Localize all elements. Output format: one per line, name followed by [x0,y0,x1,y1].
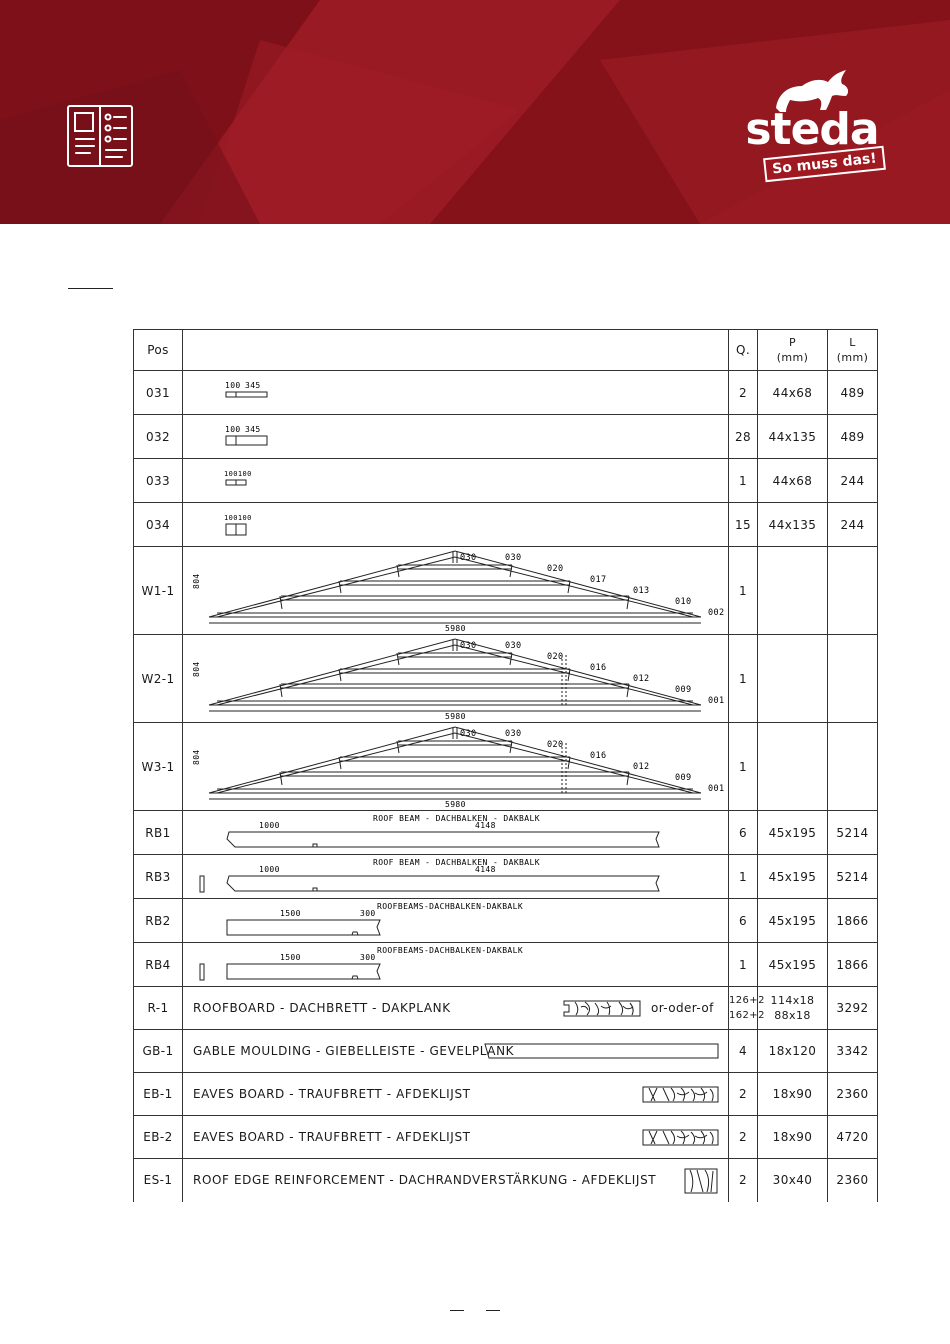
row-length: 489 [828,415,878,459]
row-qty: 6 [729,899,758,943]
row-length: 4720 [828,1116,878,1159]
row-qty: 1 [729,635,758,723]
row-profile: 45x195 [758,899,828,943]
dim-label: 100 [225,381,241,390]
qty-line: 126+2 [729,995,765,1006]
beam-drawing [183,811,729,854]
dim-label: 100100 [224,470,252,478]
row-drawing [183,547,729,635]
row-profile: 45x195 [758,811,828,855]
truss-height-label: 804 [192,573,201,589]
member-label: 001 [708,784,725,794]
row-drawing [183,899,729,943]
truss-drawing [183,547,729,634]
page-marker [486,1310,500,1311]
row-pos: RB2 [134,899,183,943]
table-row [134,459,878,503]
page-marker [450,1310,464,1311]
row-drawing [183,459,729,503]
member-label: 012 [633,762,650,772]
row-pos: 031 [134,371,183,415]
alternative-note: or-oder-of [651,1001,714,1015]
row-length: 489 [828,371,878,415]
truss-width-label: 5980 [445,800,466,809]
row-pos: W2-1 [134,635,183,723]
dim-label: 300 [360,953,376,962]
member-label: 002 [708,608,725,618]
moulding-drawing [183,1030,729,1073]
row-profile: 45x195 [758,855,828,899]
table-row [134,1116,878,1159]
row-profile: 44x68 [758,371,828,415]
row-qty: 28 [729,415,758,459]
row-qty: 4 [729,1030,758,1073]
row-profile: 44x135 [758,415,828,459]
row-drawing [183,371,729,415]
row-pos: RB3 [134,855,183,899]
board-profile-icon [183,1116,729,1159]
profile-line: 88x18 [774,1009,811,1022]
member-label: 030 [505,641,522,651]
row-pos: EB-2 [134,1116,183,1159]
row-qty: 15 [729,503,758,547]
table-row [134,1030,878,1073]
member-label: 020 [547,740,564,750]
table-row [134,811,878,855]
page-header [0,0,950,224]
row-length: 1866 [828,899,878,943]
dim-label: 1000 [259,865,280,874]
row-length: 2360 [828,1159,878,1202]
table-row [134,1159,878,1202]
truss-drawing [183,635,729,722]
row-profile [758,547,828,635]
dim-label: 345 [245,381,261,390]
member-label: 017 [590,575,607,585]
logo-wordmark: steda [745,104,879,155]
header-profile-unit: (mm) [776,351,809,364]
batten-profile-icon [183,1159,729,1202]
row-length: 3292 [828,987,878,1030]
part-description: ROOF EDGE REINFORCEMENT - DACHRANDVERSTÄRKUNG - AFDEKLIJST [193,1173,657,1188]
member-label: 013 [633,586,650,596]
row-pos: W1-1 [134,547,183,635]
member-label: 016 [590,751,607,761]
document-list-icon [66,103,136,169]
dim-label: 4148 [475,865,496,874]
table-row [134,503,878,547]
truss-width-label: 5980 [445,624,466,633]
beam-caption: ROOFBEAMS-DACHBALKEN-DAKBALK [377,902,524,911]
table-row [134,415,878,459]
row-profile [758,635,828,723]
beam-caption: ROOF BEAM - DACHBALKEN - DAKBALK [373,858,540,867]
row-length [828,547,878,635]
row-pos: W3-1 [134,723,183,811]
row-qty: 1 [729,547,758,635]
part-description: EAVES BOARD - TRAUFBRETT - AFDEKLIJST [193,1130,471,1144]
table-row [134,723,878,811]
row-description [183,1073,729,1116]
dim-label: 345 [245,425,261,434]
truss-width-label: 5980 [445,712,466,721]
row-length: 244 [828,503,878,547]
board-profile-icon [183,1073,729,1116]
table-row [134,635,878,723]
row-description [183,987,729,1030]
dim-label: 4148 [475,821,496,830]
beam-section-icon [200,876,204,892]
row-qty: 2 [729,1116,758,1159]
row-drawing [183,855,729,899]
table-row [134,855,878,899]
row-profile [758,987,828,1030]
row-length: 5214 [828,811,878,855]
row-profile: 18x90 [758,1116,828,1159]
row-profile: 18x120 [758,1030,828,1073]
row-pos: 034 [134,503,183,547]
row-description [183,1159,729,1202]
logo-slogan: So muss das! [763,146,886,183]
dim-label: 1000 [259,821,280,830]
row-profile: 44x135 [758,503,828,547]
row-drawing [183,503,729,547]
row-drawing [183,943,729,987]
beam-drawing [183,943,729,986]
row-drawing [183,811,729,855]
row-length [828,635,878,723]
header-length-unit: (mm) [836,351,869,364]
header-desc [183,330,729,371]
row-pos: GB-1 [134,1030,183,1073]
truss-drawing [183,723,729,810]
row-length [828,723,878,811]
row-pos: RB4 [134,943,183,987]
row-qty: 2 [729,1159,758,1202]
beam-drawing [183,855,729,898]
part-description: GABLE MOULDING - GIEBELLEISTE - GEVELPLANK [193,1044,515,1058]
truss-height-label: 804 [192,661,201,677]
header-profile-label: P [788,336,797,349]
row-qty: 1 [729,459,758,503]
member-label: 016 [590,663,607,673]
row-profile: 18x90 [758,1073,828,1116]
member-label: 001 [708,696,725,706]
table-header-row [134,330,878,371]
stud-drawing [183,459,729,502]
dim-label: 1500 [280,953,301,962]
header-length [828,330,878,371]
row-profile: 44x68 [758,459,828,503]
stud-drawing [183,415,729,458]
profile-line: 114x18 [770,994,815,1007]
table-row [134,547,878,635]
row-drawing [183,415,729,459]
table-row [134,899,878,943]
member-label: 012 [633,674,650,684]
row-profile: 30x40 [758,1159,828,1202]
part-description: ROOFBOARD - DACHBRETT - DAKPLANK [193,1001,451,1015]
row-drawing [183,723,729,811]
member-label: 030 [505,553,522,563]
beam-caption: ROOFBEAMS-DACHBALKEN-DAKBALK [377,946,524,955]
row-qty: 2 [729,371,758,415]
row-pos: R-1 [134,987,183,1030]
row-qty: 2 [729,1073,758,1116]
member-label: 009 [675,685,692,695]
section-rule [68,288,113,289]
dim-label: 100 [225,425,241,434]
table-row [134,1073,878,1116]
board-profile-icon [183,987,729,1030]
beam-caption: ROOF BEAM - DACHBALKEN - DAKBALK [373,814,540,823]
dim-label: 1500 [280,909,301,918]
row-pos: ES-1 [134,1159,183,1202]
member-label: 020 [547,564,564,574]
row-length: 2360 [828,1073,878,1116]
header-pos: Pos [134,330,183,371]
row-profile [758,723,828,811]
qty-line: 162+2 [729,1010,765,1021]
header-length-label: L [849,336,856,349]
dim-label: 100100 [224,514,252,522]
stud-drawing [183,371,729,414]
row-length: 3342 [828,1030,878,1073]
row-qty: 1 [729,943,758,987]
member-label: 030 [460,729,477,739]
beam-section-icon [200,964,204,980]
row-description [183,1116,729,1159]
row-pos: EB-1 [134,1073,183,1116]
dim-label: 300 [360,909,376,918]
row-profile: 45x195 [758,943,828,987]
row-length: 5214 [828,855,878,899]
stud-drawing [183,503,729,546]
parts-table [133,329,878,1202]
member-label: 009 [675,773,692,783]
row-pos: 032 [134,415,183,459]
member-label: 030 [460,553,477,563]
truss-height-label: 804 [192,749,201,765]
table-row [134,371,878,415]
member-label: 010 [675,597,692,607]
row-qty: 1 [729,723,758,811]
part-description: EAVES BOARD - TRAUFBRETT - AFDEKLIJST [193,1087,471,1101]
row-qty [729,987,765,1030]
row-pos: RB1 [134,811,183,855]
member-label: 020 [547,652,564,662]
row-description [183,1030,729,1073]
table-row [134,987,878,1030]
steda-logo [736,64,886,182]
member-label: 030 [505,729,522,739]
row-pos: 033 [134,459,183,503]
row-length: 244 [828,459,878,503]
beam-drawing [183,899,729,942]
row-qty: 6 [729,811,758,855]
header-qty: Q. [729,330,758,371]
member-label: 030 [460,641,477,651]
row-length: 1866 [828,943,878,987]
row-qty: 1 [729,855,758,899]
header-profile [758,330,828,371]
table-row [134,943,878,987]
row-drawing [183,635,729,723]
